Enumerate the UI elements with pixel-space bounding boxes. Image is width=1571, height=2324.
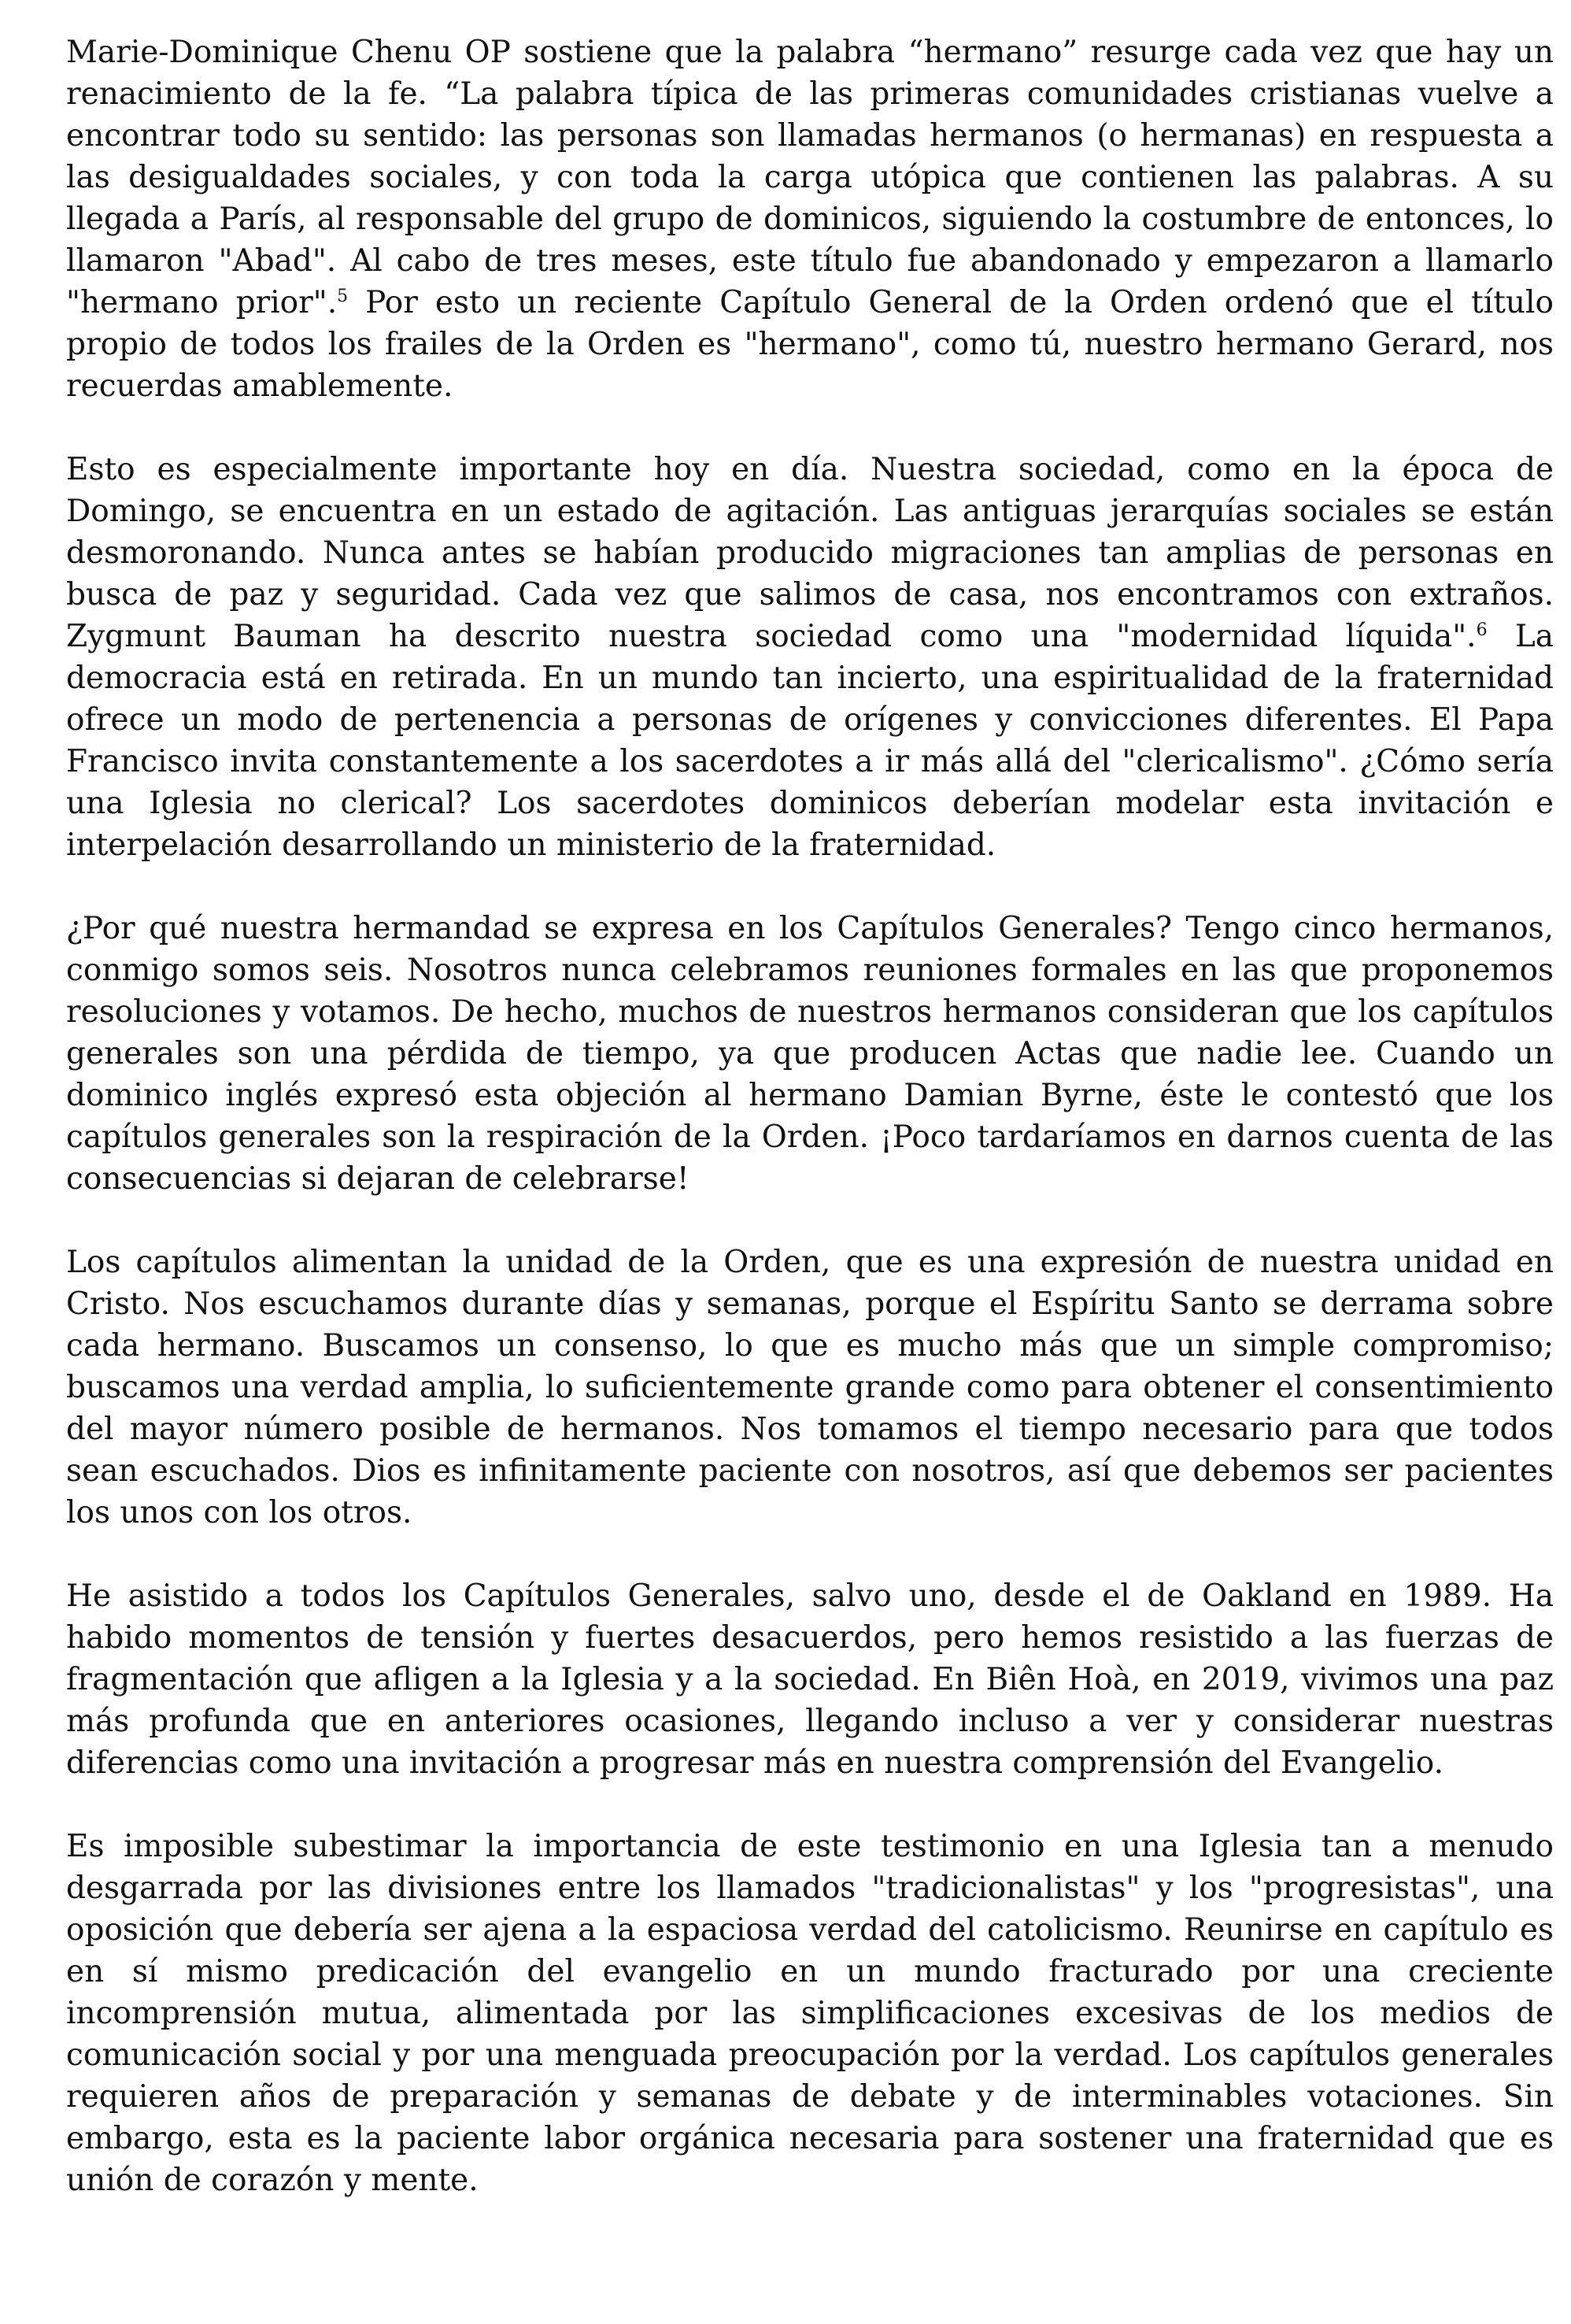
paragraph <box>66 449 1554 866</box>
paragraph-text: Marie-Dominique Chenu OP sostiene que la palabra “hermano” resurge cada vez que hay un renacimiento de la fe. “La palabra típica de las primeras comunidades cristianas vuelve a encontrar todo su sentido: las personas son llamadas hermanos (o hermanas) en respuesta a las desigualdades sociales, y con toda la carga utópica que contienen las palabras. A su llegada a París, al responsable del grupo de dominicos, siguiendo la costumbre de entonces, lo llamaron "Abad". Al cabo de tres meses, este título fue abandonado y empezaron a llamarlo "hermano prior". <box>66 35 1554 320</box>
paragraph-text: Esto es especialmente importante hoy en día. Nuestra sociedad, como en la época de Domingo, se encuentra en un estado de agitación. Las antiguas jerarquías sociales se están desmoronando. Nunca antes se habían producido migraciones tan amplias de personas en busca de paz y seguridad. Cada vez que salimos de casa, nos encontramos con extraños. Zygmunt Bauman ha descrito nuestra sociedad como una "modernidad líquida". <box>66 452 1554 654</box>
paragraph-text: La democracia está en retirada. En un mundo tan incierto, una espiritualidad de la fraternidad ofrece un modo de pertenencia a personas de orígenes y convicciones diferentes. El Papa Francisco invita constantemente a los sacerdotes a ir más allá del "clericalismo". ¿Cómo sería una Iglesia no clerical? Los sacerdotes dominicos deberían modelar esta invitación e interpelación desarrollando un ministerio de la fraternidad. <box>66 619 1554 863</box>
paragraph <box>66 1242 1554 1534</box>
paragraph <box>66 1575 1554 1784</box>
paragraph-text: Los capítulos alimentan la unidad de la Orden, que es una expresión de nuestra unidad en Cristo. Nos escuchamos durante días y semanas, porque el Espíritu Santo se derrama sobre cada hermano. Buscamos un consenso, lo que es mucho más que un simple compromiso; buscamos una verdad amplia, lo suficientemente grande como para obtener el consentimiento del mayor número posible de hermanos. Nos tomamos el tiempo necesario para que todos sean escuchados. Dios es infinitamente paciente con nosotros, así que debemos ser pacientes los unos con los otros. <box>66 1245 1554 1530</box>
footnote-reference[interactable]: 6 <box>1476 620 1488 640</box>
paragraph-text: Por esto un reciente Capítulo General de la Orden ordenó que el título propio de todos los frailes de la Orden es "hermano", como tú, nuestro hermano Gerard, nos recuerdas amablemente. <box>66 285 1554 404</box>
paragraph <box>66 1826 1554 2201</box>
paragraph <box>66 31 1554 407</box>
paragraph <box>66 908 1554 1200</box>
document-body <box>66 31 1554 2201</box>
footnote-reference[interactable]: 5 <box>337 287 349 306</box>
paragraph-text: He asistido a todos los Capítulos Generales, salvo uno, desde el de Oakland en 1989. Ha habido momentos de tensión y fuertes desacuerdos, pero hemos resistido a las fuerzas de fragmentación que afligen a la Iglesia y a la sociedad. En Biên Hoà, en 2019, vivimos una paz más profunda que en anteriores ocasiones, llegando incluso a ver y considerar nuestras diferencias como una invitación a progresar más en nuestra comprensión del Evangelio. <box>66 1578 1554 1781</box>
paragraph-text: ¿Por qué nuestra hermandad se expresa en los Capítulos Generales? Tengo cinco hermanos, conmigo somos seis. Nosotros nunca celebramos reuniones formales en las que proponemos resoluciones y votamos. De hecho, muchos de nuestros hermanos consideran que los capítulos generales son una pérdida de tiempo, ya que producen Actas que nadie lee. Cuando un dominico inglés expresó esta objeción al hermano Damian Byrne, éste le contestó que los capítulos generales son la respiración de la Orden. ¡Poco tardaríamos en darnos cuenta de las consecuencias si dejaran de celebrarse! <box>66 911 1554 1197</box>
paragraph-text: Es imposible subestimar la importancia de este testimonio en una Iglesia tan a menudo desgarrada por las divisiones entre los llamados "tradicionalistas" y los "progresistas", una oposición que debería ser ajena a la espaciosa verdad del catolicismo. Reunirse en capítulo es en sí mismo predicación del evangelio en un mundo fracturado por una creciente incomprensión mutua, alimentada por las simplificaciones excesivas de los medios de comunicación social y por una menguada preocupación por la verdad. Los capítulos generales requieren años de preparación y semanas de debate y de interminables votaciones. Sin embargo, esta es la paciente labor orgánica necesaria para sostener una fraternidad que es unión de corazón y mente. <box>66 1829 1554 2198</box>
